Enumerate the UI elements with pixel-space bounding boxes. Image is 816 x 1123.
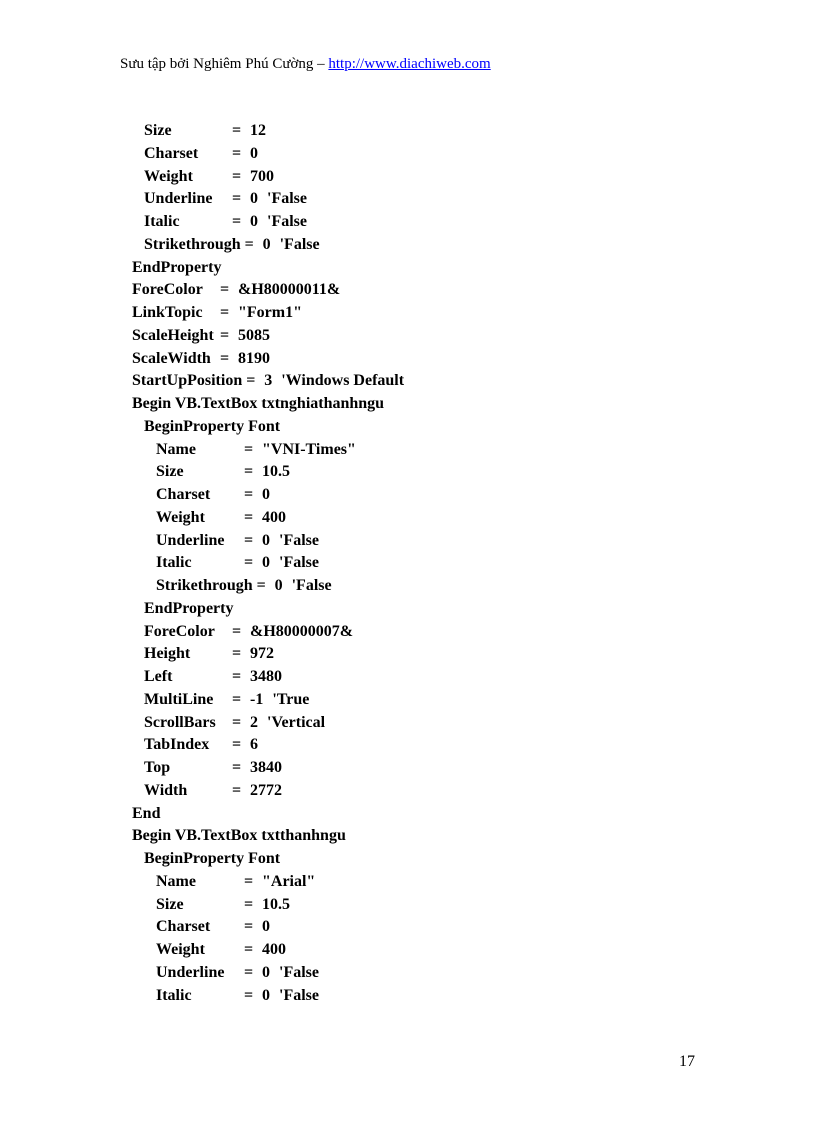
property-value: 0 (262, 531, 270, 549)
property-key: Size (156, 463, 184, 481)
code-line (0, 894, 816, 917)
property-value: 0 (250, 144, 258, 162)
property-key: EndProperty (144, 599, 234, 617)
equals-sign: = (220, 304, 230, 321)
property-value: 0 (262, 963, 270, 981)
property-key: Strikethrough (156, 577, 253, 594)
property-key: Top (144, 759, 171, 776)
property-key: ForeColor (144, 622, 215, 640)
property-key: MultiLine (144, 690, 214, 708)
equals-sign: = (232, 122, 242, 139)
property-key: Height (144, 645, 191, 663)
code-line (0, 439, 816, 462)
code-line (0, 143, 816, 166)
equals-sign: = (244, 235, 254, 253)
code-line (0, 712, 816, 735)
equals-sign: = (232, 144, 242, 162)
property-key: Weight (156, 508, 205, 526)
property-key: Weight (144, 167, 193, 185)
code-line (0, 211, 816, 234)
property-value: "VNI-Times" (262, 440, 356, 458)
property-key: Weight (156, 941, 205, 958)
property-key: BeginProperty Font (144, 850, 281, 867)
property-key: Begin VB.TextBox txtthanhngu (132, 827, 346, 845)
property-key: End (132, 804, 161, 822)
code-line (0, 871, 816, 894)
property-key: Underline (156, 531, 225, 549)
code-line (0, 370, 816, 393)
property-key: Name (156, 440, 196, 458)
equals-sign: = (232, 759, 242, 776)
property-key: Underline (156, 963, 225, 981)
code-comment: 'False (291, 577, 332, 594)
page-number: 17 (679, 1053, 695, 1070)
property-key: ForeColor (132, 281, 203, 299)
property-key: Charset (156, 486, 211, 503)
property-key: Italic (156, 986, 192, 1004)
property-key: Italic (156, 554, 192, 572)
property-key: Italic (144, 213, 180, 230)
property-key: Begin VB.TextBox txtnghiathanhngu (132, 395, 385, 412)
property-value: 400 (262, 941, 286, 958)
property-value: 0 (250, 190, 258, 208)
equals-sign: = (244, 440, 254, 458)
equals-sign: = (220, 326, 230, 344)
code-line (0, 962, 816, 985)
property-key: Charset (156, 918, 211, 936)
property-value: &H80000011& (238, 281, 341, 299)
code-line (0, 188, 816, 211)
property-value: 3840 (250, 759, 282, 776)
header-link[interactable]: http://www.diachiweb.com (328, 56, 491, 72)
property-key: Underline (144, 190, 213, 208)
property-value: 2 (250, 713, 258, 731)
code-line (0, 416, 816, 439)
property-value: 10.5 (262, 463, 290, 481)
code-comment: 'True (272, 690, 310, 708)
property-key: Strikethrough (144, 235, 241, 253)
equals-sign: = (244, 895, 254, 913)
code-comment: 'False (279, 554, 319, 572)
code-line (0, 803, 816, 826)
code-comment: 'False (279, 986, 319, 1004)
property-value: "Form1" (238, 304, 302, 321)
property-value: 972 (250, 645, 274, 663)
code-comment: 'Windows Default (281, 372, 405, 390)
code-line (0, 689, 816, 712)
code-comment: 'False (279, 963, 319, 981)
property-key: ScaleHeight (132, 326, 214, 344)
code-line (0, 507, 816, 530)
equals-sign: = (232, 645, 242, 663)
equals-sign: = (232, 213, 242, 230)
equals-sign: = (244, 508, 254, 526)
property-key: BeginProperty Font (144, 417, 281, 435)
code-line (0, 279, 816, 302)
property-value: 5085 (238, 326, 270, 344)
property-value: 2772 (250, 781, 282, 799)
equals-sign: = (232, 190, 242, 208)
property-value: &H80000007& (250, 622, 354, 640)
code-comment: 'Vertical (267, 713, 326, 731)
code-line (0, 780, 816, 803)
property-key: Size (144, 122, 172, 139)
equals-sign: = (232, 622, 242, 640)
code-line (0, 939, 816, 962)
property-value: 0 (262, 235, 271, 253)
equals-sign: = (244, 463, 254, 481)
property-value: 3 (264, 372, 273, 390)
property-key: LinkTopic (132, 304, 203, 321)
equals-sign: = (244, 872, 254, 890)
code-line (0, 848, 816, 871)
code-line (0, 166, 816, 189)
property-value: 400 (262, 508, 286, 526)
code-comment: 'False (279, 531, 319, 549)
property-key: Width (144, 781, 188, 799)
code-comment: 'False (267, 213, 307, 230)
code-line (0, 484, 816, 507)
property-value: 6 (250, 736, 258, 754)
page-header (120, 54, 491, 74)
code-line (0, 916, 816, 939)
property-key: Size (156, 895, 184, 913)
code-line (0, 120, 816, 143)
code-listing (0, 120, 816, 1007)
equals-sign: = (256, 577, 266, 594)
equals-sign: = (220, 281, 230, 299)
code-line (0, 393, 816, 416)
property-value: 8190 (238, 349, 270, 367)
code-line (0, 257, 816, 280)
code-line (0, 825, 816, 848)
code-line (0, 302, 816, 325)
equals-sign: = (244, 986, 254, 1004)
equals-sign: = (244, 486, 254, 503)
property-value: 10.5 (262, 895, 290, 913)
code-line (0, 598, 816, 621)
equals-sign: = (220, 349, 230, 367)
equals-sign: = (244, 554, 254, 572)
property-value: 0 (274, 577, 283, 594)
equals-sign: = (232, 713, 242, 731)
property-value: 3480 (250, 668, 282, 685)
code-line (0, 325, 816, 348)
code-line (0, 348, 816, 371)
property-key: Charset (144, 144, 199, 162)
code-line (0, 985, 816, 1008)
property-key: TabIndex (144, 736, 210, 754)
equals-sign: = (232, 781, 242, 799)
equals-sign: = (232, 167, 242, 185)
property-key: ScrollBars (144, 713, 216, 731)
equals-sign: = (244, 918, 254, 936)
code-line (0, 643, 816, 666)
code-comment: 'False (267, 190, 307, 208)
code-line (0, 530, 816, 553)
property-value: 0 (262, 986, 270, 1004)
equals-sign: = (244, 963, 254, 981)
property-value: 12 (250, 122, 266, 139)
code-line (0, 575, 816, 598)
code-line (0, 461, 816, 484)
property-value: -1 (250, 690, 264, 708)
header-text: Sưu tập bởi Nghiêm Phú Cường – (120, 56, 329, 72)
equals-sign: = (244, 531, 254, 549)
code-line (0, 666, 816, 689)
equals-sign: = (232, 668, 242, 685)
equals-sign: = (232, 736, 242, 754)
equals-sign: = (246, 372, 256, 390)
code-line (0, 757, 816, 780)
code-line (0, 734, 816, 757)
property-value: 700 (250, 167, 274, 185)
property-value: 0 (262, 554, 270, 572)
code-line (0, 552, 816, 575)
property-key: Left (144, 668, 173, 685)
code-line (0, 234, 816, 257)
property-key: EndProperty (132, 258, 222, 276)
property-key: Name (156, 872, 196, 890)
property-value: 0 (262, 486, 270, 503)
code-comment: 'False (279, 235, 320, 253)
property-key: ScaleWidth (132, 349, 211, 367)
code-line (0, 621, 816, 644)
property-value: 0 (250, 213, 258, 230)
property-key: StartUpPosition (132, 372, 243, 390)
property-value: "Arial" (262, 872, 316, 890)
equals-sign: = (244, 941, 254, 958)
equals-sign: = (232, 690, 242, 708)
property-value: 0 (262, 918, 270, 936)
